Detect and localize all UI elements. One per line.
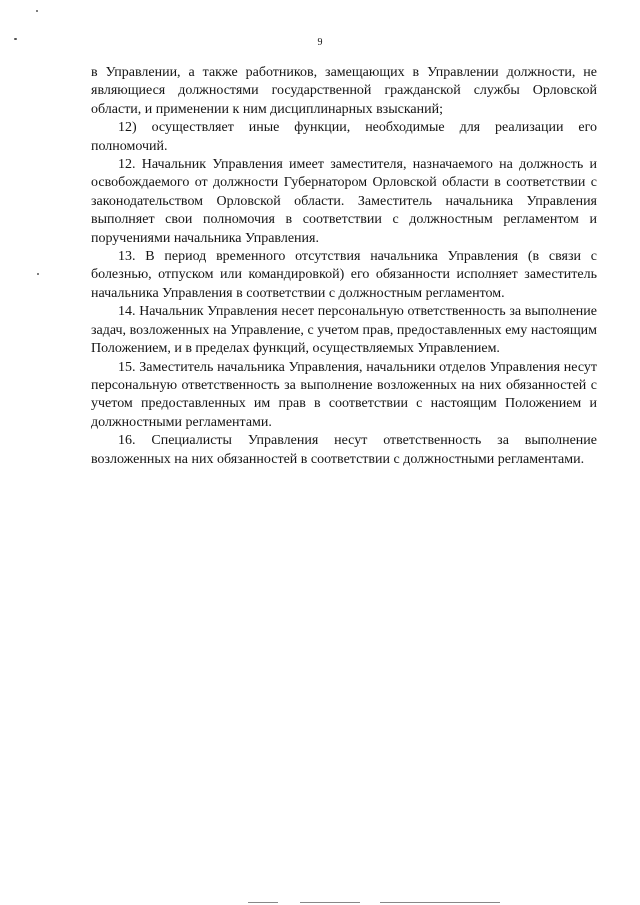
- paragraph-item-12-functions: 12) осуществляет иные функции, необходимые для реализации его полномочий.: [91, 120, 597, 154]
- paragraph-12-deputy: 12. Начальник Управления имеет заместителя, назначаемого на должность и освобождаемого от должности Губернатором Орловской области в соответствии с законодательством Орловской области. Заместитель начальника Управления выполняет свои полномочия в соответствии с должностным регламентом и поручениями начальника Управления.: [91, 157, 597, 246]
- scan-speck: [14, 38, 17, 40]
- paragraph-14-responsibility: 14. Начальник Управления несет персональную ответственность за выполнение задач, возложенных на Управление, с учетом прав, предоставленных ему настоящим Положением, и в пределах функций, осуществляемых Управлением.: [91, 304, 597, 357]
- scan-speck: [36, 10, 38, 12]
- paragraph-16-specialists: 16. Специалисты Управления несут ответственность за выполнение возложенных на них обязанностей в соответствии с должностными регламентами.: [91, 433, 597, 467]
- scan-edge-line: [248, 902, 278, 903]
- page-number: 9: [317, 37, 323, 48]
- paragraph-continuation: в Управлении, а также работников, замещающих в Управлении должности, не являющиеся должностями государственной гражданской службы Орловской области, и применении к ним дисциплинарных взысканий;: [91, 65, 597, 117]
- paragraph-15-deputy-responsibility: 15. Заместитель начальника Управления, начальники отделов Управления несут персональную ответственность за выполнение возложенных на них обязанностей с учетом предоставленных им прав в соответствии с настоящим Положением и должностными регламентами.: [91, 359, 597, 430]
- document-body: [91, 64, 597, 469]
- scan-edge-line: [300, 902, 360, 903]
- scan-speck: [37, 273, 39, 275]
- paragraph-13-absence: 13. В период временного отсутствия начальника Управления (в связи с болезнью, отпуском или командировкой) его обязанности исполняет заместитель начальника Управления в соответствии с должностным регламентом.: [91, 249, 597, 301]
- scan-edge-line: [380, 902, 500, 903]
